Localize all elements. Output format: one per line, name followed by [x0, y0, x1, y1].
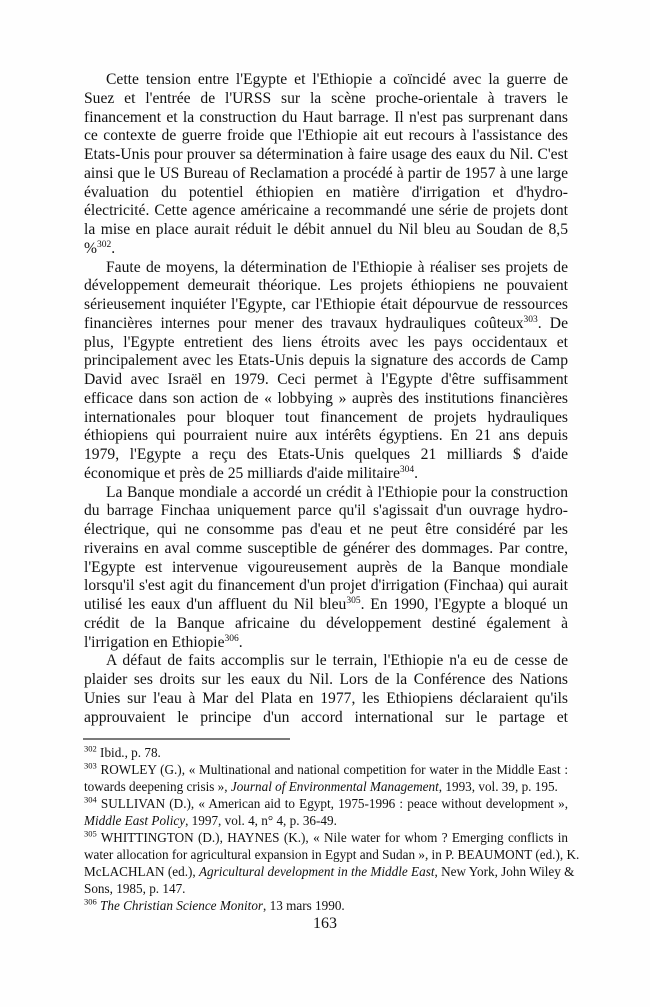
page-number: 163: [313, 915, 337, 932]
footnote-line: $^{302}$ Ibid., p. 78.: [84, 743, 161, 760]
text-line: crédit de la Banque africaine du développement destiné également à: [84, 614, 568, 632]
text-line: la mise en place aurait réduit le débit annuel du Nil bleu au Soudan de 8,5: [84, 221, 568, 238]
footnote-number: 303: [84, 760, 97, 771]
footnote-line: $^{303}$ ROWLEY (G.), « Multinational and national competition for water in the Middle East :: [84, 760, 568, 777]
text-line: principalement avec les Etats-Unis depuis la signature des accords de Camp: [84, 352, 568, 370]
footnote-number: 304: [84, 794, 97, 805]
text-line: Etats-Unis pour prouver sa détermination à faire usage des eaux du Nil. C'est: [84, 146, 568, 163]
text-line: financement et la construction du Haut barrage. Il n'est pas surprenant dans: [84, 108, 568, 126]
text-line: 1979, l'Egypte a reçu des Etats-Unis quelques 21 milliards $ d'aide: [84, 446, 568, 463]
text-line: La Banque mondiale a accordé un crédit à l'Ethiopie pour la construction: [106, 483, 568, 501]
footnote-line: $^{304}$ SULLIVAN (D.), « American aid to Egypt, 1975-1996 : peace without development »,: [84, 794, 569, 811]
text-line: sérieusement inquiéter l'Egypte, car l'Ethiopie était dépourvue de ressources: [84, 296, 568, 313]
text-line: efficace dans son action de « lobbying » auprès des institutions financières: [84, 389, 568, 407]
text-line: l'Egypte est intervenue vigoureusement auprès de la Banque mondiale: [84, 558, 568, 576]
text-line: lorsqu'il s'est agit du financement d'un projet d'irrigation (Finchaa) qui aurait: [84, 577, 568, 595]
footnote-number: 306: [84, 896, 97, 907]
text-line: financières internes pour mener des travaux hydrauliques coûteux$^{303}$. De: [84, 314, 568, 332]
text-line: Unies sur l'eau à Mar del Plata en 1977, les Ethiopiens déclaraient qu'ils: [84, 689, 568, 707]
paragraph-defaut-de-faits: [84, 652, 568, 727]
text-line: plus, l'Egypte entretient des liens étroits avec les pays occidentaux et: [84, 333, 568, 351]
text-line: électricité. Cette agence américaine a recommandé une série de projets dont: [84, 202, 568, 220]
footnote-line: $^{306}$ The Christian Science Monitor, 13 mars 1990.: [84, 896, 345, 913]
text-line: électrique, qui ne consomme pas d'eau et ne peut être considéré par les: [84, 521, 568, 538]
text-line: utilisé les eaux d'un affluent du Nil bleu$^{305}$. En 1990, l'Egypte a bloqué un: [84, 595, 569, 613]
paragraph-banque-mondiale: [84, 484, 568, 653]
text-line: Cette tension entre l'Egypte et l'Ethiopie a coïncidé avec la guerre de: [106, 71, 568, 88]
footnote-ref[interactable]: 304: [399, 464, 415, 475]
text-line: Faute de moyens, la détermination de l'Ethiopie à réaliser ses projets de: [106, 258, 568, 276]
text-line: approuvaient le principe d'un accord international sur le partage et: [84, 708, 568, 726]
body-text: [84, 71, 568, 727]
footnote-number: 305: [84, 828, 97, 839]
paragraph-faute-de-moyens: [84, 259, 568, 484]
footnote-number: 302: [84, 743, 97, 754]
footnotes: [84, 743, 580, 914]
text-line: évaluation du potentiel éthiopien en matière d'irrigation et d'hydro-: [84, 183, 568, 201]
text-line: l'irrigation en Ethiopie$^{306}$.: [84, 633, 243, 651]
footnote-306: [84, 897, 568, 914]
paragraph-suez: [84, 71, 568, 259]
text-line: ce contexte de guerre froide que l'Ethiopie ait eut recours à l'assistance des: [84, 127, 568, 145]
text-line: ainsi que le US Bureau of Reclamation a procédé à partir de 1957 à une large: [84, 164, 568, 182]
footnote-ref[interactable]: 305: [346, 595, 361, 606]
text-line: économique et près de 25 milliards d'aide militaire$^{304}$.: [84, 464, 419, 482]
footnote-line: towards deepening crisis », Journal of Environmental Management, 1993, vol. 39, p. 195.: [84, 779, 558, 794]
text-line: plaider ses droits sur les eaux du Nil. Lors de la Conférence des Nations: [84, 671, 568, 688]
footnote-303: [84, 761, 568, 795]
footnote-line: water allocation for agricultural expansion in Egypt and Sudan », in P. BEAUMONT (ed.), K.: [84, 847, 580, 862]
footnote-ref[interactable]: 303: [523, 314, 538, 325]
footnote-line: $^{305}$ WHITTINGTON (D.), HAYNES (K.), « Nile water for whom ? Emerging conflicts in: [84, 828, 568, 845]
footnote-302: [84, 744, 568, 761]
text-line: internationales pour bloquer tout financement de projets hydrauliques: [84, 408, 568, 426]
footnote-line: Sons, 1985, p. 147.: [84, 881, 186, 896]
text-line: du barrage Finchaa uniquement parce qu'il s'agissait d'un ouvrage hydro-: [84, 502, 568, 520]
text-line: %$^{302}$.: [84, 239, 116, 257]
text-line: éthiopiens qui pourraient nuire aux intérêts égyptiens. En 21 ans depuis: [84, 427, 568, 445]
footnote-ref[interactable]: 302: [97, 239, 112, 250]
footnote-line: Middle East Policy, 1997, vol. 4, n° 4, p. 36-49.: [84, 813, 337, 828]
footnote-305: [84, 828, 580, 897]
text-line: riverains en aval comme susceptible de générer des dommages. Par contre,: [84, 539, 568, 557]
footnote-ref[interactable]: 306: [224, 633, 239, 644]
footnote-line: McLACHLAN (ed.), Agricultural development in the Middle East, New York, John Wiley &: [84, 864, 575, 879]
text-line: Suez et l'entrée de l'URSS sur la scène proche-orientale à travers le: [84, 89, 568, 107]
text-line: développement demeurait théorique. Les projets éthiopiens ne pouvaient: [84, 277, 568, 295]
footnote-separator: [83, 738, 290, 740]
text-line: David avec Israël en 1979. Ceci permet à l'Egypte d'être suffisamment: [84, 371, 568, 388]
footnote-304: [84, 795, 568, 829]
text-line: A défaut de faits accomplis sur le terrain, l'Ethiopie n'a eu de cesse de: [106, 652, 568, 670]
